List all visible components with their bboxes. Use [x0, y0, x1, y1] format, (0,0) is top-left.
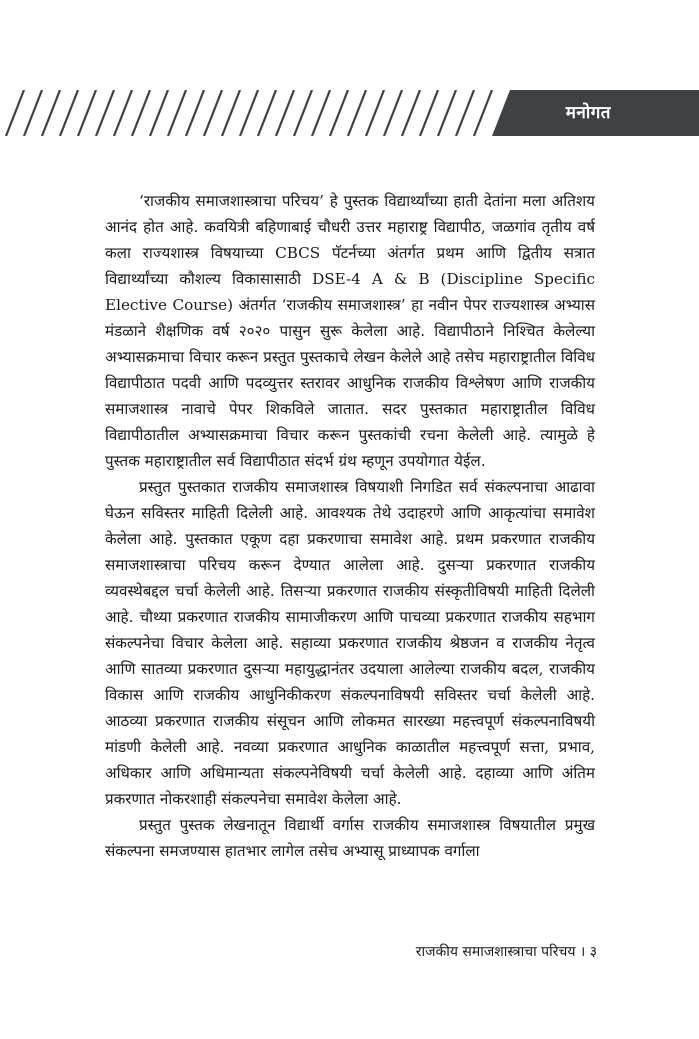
paragraph-2: प्रस्तुत पुस्तकात राजकीय समाजशास्त्र विषयाशी निगडित सर्व संकल्पनाचा आढावा घेऊन सविस्तर माहिती दिलेली आहे. आवश्यक तेथे उदाहरणे आणि आकृत्यांचा समावेश केलेला आहे. पुस्तकात एकूण दहा प्रकरणाचा समावेश आहे. प्रथम प्रकरणात राजकीय समाजशास्त्राचा परिचय करून देण्यात आलेला आहे. दुसऱ्या प्रकरणात राजकीय व्यवस्थेबद्दल चर्चा केलेली आहे. तिसऱ्या प्रकरणात राजकीय संस्कृतीविषयी माहिती दिलेली आहे. चौथ्या प्रकरणात राजकीय सामाजीकरण आणि पाचव्या प्रकरणात राजकीय सहभाग संकल्पनेचा विचार केलेला आहे. सहाव्या प्रकरणात राजकीय श्रेष्ठजन व राजकीय नेतृत्व आणि सातव्या प्रकरणात दुसऱ्या महायुद्धानंतर उदयाला आलेल्या राजकीय बदल, राजकीय विकास आणि राजकीय आधुनिकीकरण संकल्पनाविषयी सविस्तर चर्चा केलेली आहे. आठव्या प्रकरणात राजकीय संसूचन आणि लोकमत सारख्या महत्त्वपूर्ण संकल्पनाविषयी मांडणी केलेली आहे. नवव्या प्रकरणात आधुनिक काळातील महत्त्वपूर्ण सत्ता, प्रभाव, अधिकार आणि अधिमान्यता संकल्पनेविषयी चर्चा केलेली आहे. दहाव्या आणि अंतिम प्रकरणात नोकरशाही संकल्पनेचा समावेश केलेला आहे.	[105, 478, 595, 808]
page-number: ३	[589, 944, 597, 960]
running-title: राजकीय समाजशास्त्राचा परिचय	[415, 944, 576, 960]
page-body	[105, 188, 595, 864]
footer-separator: ।	[579, 944, 586, 960]
paragraph-1: ‘राजकीय समाजशास्त्राचा परिचय’ हे पुस्तक विद्यार्थ्यांच्या हाती देतांना मला अतिशय आनंद होत आहे. कवयित्री बहिणाबाई चौधरी उत्तर महाराष्ट्र विद्यापीठ, जळगांव तृतीय वर्ष कला राज्यशास्त्र विषयाच्या CBCS पॅटर्नच्या अंतर्गत प्रथम आणि द्वितीय सत्रात विद्यार्थ्यांच्या कौशल्य विकासासाठी DSE-4 A & B (Discipline Specific Elective Course) अंतर्गत ‘राजकीय समाजशास्त्र’ हा नवीन पेपर राज्यशास्त्र अभ्यास मंडळाने शैक्षणिक वर्ष २०२० पासुन सुरू केलेला आहे. विद्यापीठाने निश्चित केलेल्या अभ्यासक्रमाचा विचार करून प्रस्तुत पुस्तकाचे लेखन केलेले आहे तसेच महाराष्ट्रातील विविध विद्यापीठात पदवी आणि पदव्युत्तर स्तरावर आधुनिक राजकीय विश्लेषण आणि राजकीय समाजशास्त्र नावाचे पेपर शिकविले जातात. सदर पुस्तकात महाराष्ट्रातील विविध विद्यापीठातील अभ्यासक्रमाचा विचार करून पुस्तकांची रचना केलेली आहे. त्यामुळे हे पुस्तक महाराष्ट्रातील सर्व विद्यापीठात संदर्भ ग्रंथ म्हणून उपयोगात येईल.	[105, 192, 595, 470]
chapter-title: मनोगत	[565, 103, 611, 123]
paragraph-3: प्रस्तुत पुस्तक लेखनातून विद्यार्थी वर्गास राजकीय समाजशास्त्र विषयातील प्रमुख संकल्पना समजण्यास हातभार लागेल तसेच अभ्यासू प्राध्यापक वर्गाला	[105, 816, 595, 860]
page-footer	[416, 942, 597, 961]
